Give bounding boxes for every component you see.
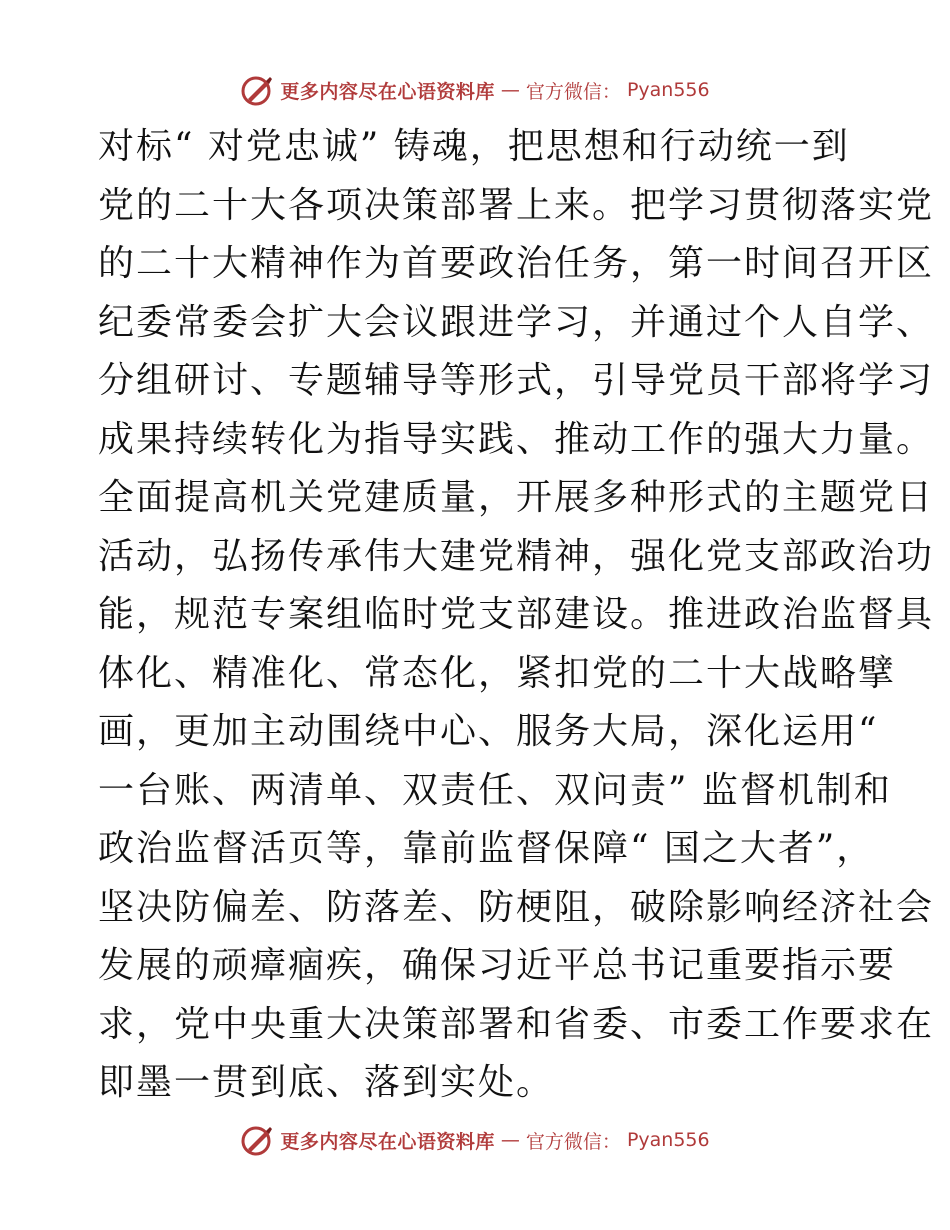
body-line: 的二十大精神作为首要政治任务，第一时间召开区	[98, 243, 935, 284]
body-line: 体化、精准化、常态化，紧扣党的二十大战略擘	[98, 652, 897, 694]
watermark-id: Pyan556	[626, 1129, 710, 1151]
watermark-header	[0, 70, 950, 110]
body-line: 求，党中央重大决策部署和省委、市委工作要求在	[98, 1003, 935, 1045]
body-line: 即墨一贯到底、落到实处。	[98, 1062, 555, 1103]
body-line: 政治监督活页等，靠前监督保障“ 国之大者”，	[98, 828, 875, 869]
body-line: 分组研讨、专题辅导等形式，引导党员干部将学习	[98, 360, 935, 401]
watermark-brand: 更多内容尽在心语资料库	[280, 80, 495, 103]
body-line: 纪委常委会扩大会议跟进学习，并通过个人自学、	[98, 301, 935, 343]
body-line: 发展的顽瘴痼疾，确保习近平总书记重要指示要	[98, 945, 897, 986]
pen-logo-icon	[240, 73, 274, 107]
watermark-separator: —	[500, 1129, 520, 1151]
body-line: 能，规范专案组临时党支部建设。推进政治监督具	[98, 594, 935, 635]
body-line: 坚决防偏差、防落差、防梗阻，破除影响经济社会	[98, 886, 935, 928]
watermark-separator: —	[500, 79, 520, 101]
body-line: 党的二十大各项决策部署上来。把学习贯彻落实党	[98, 184, 935, 226]
body-line: 画，更加主动围绕中心、服务大局，深化运用“	[98, 711, 879, 752]
body-line: 活动，弘扬传承伟大建党精神，强化党支部政治功	[98, 535, 935, 577]
watermark-label: 官方微信：	[525, 1130, 621, 1153]
body-line: 全面提高机关党建质量，开展多种形式的主题党日	[98, 477, 935, 518]
watermark-brand: 更多内容尽在心语资料库	[280, 1130, 495, 1153]
watermark-footer	[0, 1120, 950, 1160]
document-body	[98, 118, 935, 1113]
watermark-label: 官方微信：	[525, 80, 621, 103]
body-line: 成果持续转化为指导实践、推动工作的强大力量。	[98, 418, 935, 460]
body-line: 对标“ 对党忠诚” 铸魂，把思想和行动统一到	[98, 126, 850, 167]
body-line: 一台账、两清单、双责任、双问责” 监督机制和	[98, 769, 892, 811]
pen-logo-icon	[240, 1123, 274, 1157]
watermark-id: Pyan556	[626, 79, 710, 101]
